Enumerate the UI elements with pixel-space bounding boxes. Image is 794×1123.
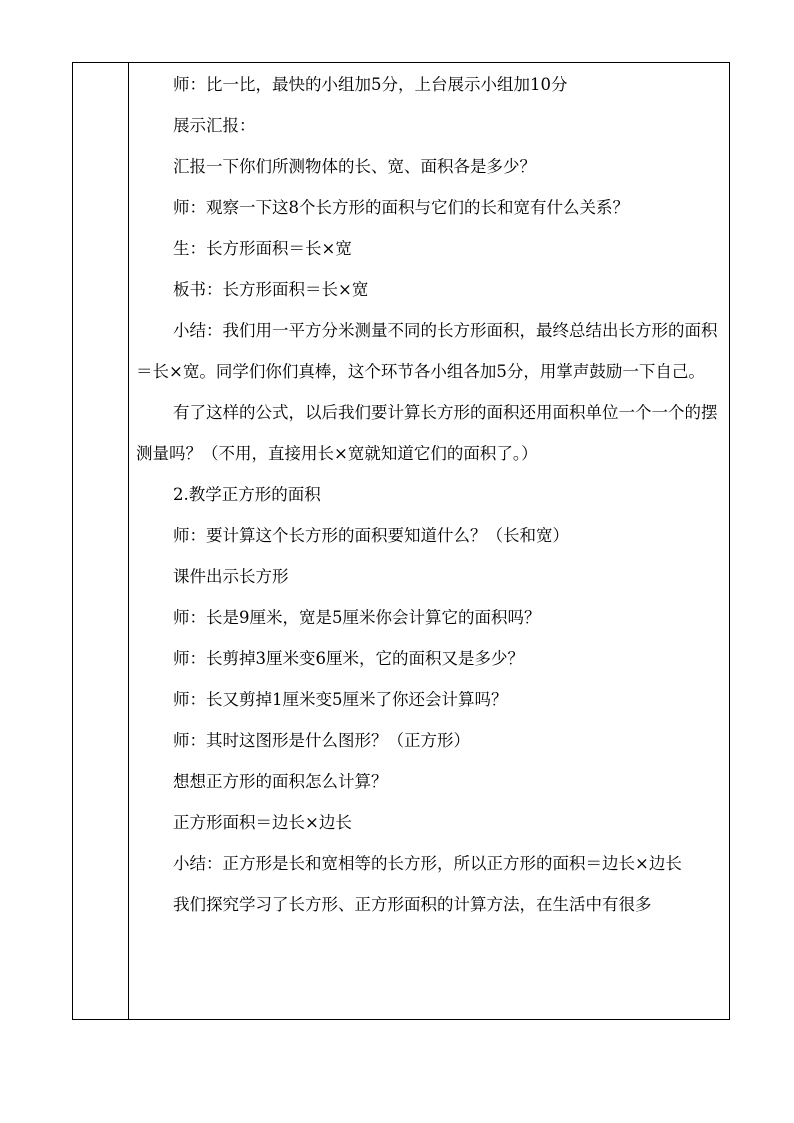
paragraph-area-question-2: 师：长剪掉3厘米变6厘米，它的面积又是多少？ <box>173 649 524 668</box>
paragraph-student-answer: 生：长方形面积＝长×宽 <box>173 239 352 258</box>
paragraph-rectangle-summary: 小结：我们用一平方分米测量不同的长方形面积，最终总结出长方形的面积＝长×宽。同学们你们真棒，这个环节各小组各加5分，用掌声鼓励一下自己。 <box>136 321 718 381</box>
paragraph-report-heading: 展示汇报： <box>173 116 256 135</box>
paragraph-report-question: 汇报一下你们所测物体的长、宽、面积各是多少？ <box>173 157 536 176</box>
paragraph-board-writing: 板书：长方形面积＝长×宽 <box>173 280 369 299</box>
paragraph-observe-question: 师：观察一下这8个长方形的面积与它们的长和宽有什么关系？ <box>173 198 629 217</box>
paragraph-square-summary: 小结：正方形是长和宽相等的长方形，所以正方形的面积＝边长×边长 <box>173 854 682 873</box>
paragraph-area-question-1: 师：长是9厘米，宽是5厘米你会计算它的面积吗？ <box>173 608 541 627</box>
paragraph-area-question-3: 师：长又剪掉1厘米变5厘米了你还会计算吗？ <box>173 690 508 709</box>
left-empty-cell <box>73 63 128 1019</box>
paragraph-score-rule: 师：比一比，最快的小组加5分，上台展示小组加10分 <box>173 75 568 94</box>
section-heading-square-area: 2.教学正方形的面积 <box>173 485 321 504</box>
paragraph-formula-question: 有了这样的公式，以后我们要计算长方形的面积还用面积单位一个一个的摆测量吗？（不用，直接用长×宽就知道它们的面积了。） <box>136 403 718 463</box>
paragraph-shape-question: 师：其时这图形是什么图形？（正方形） <box>173 731 470 750</box>
paragraph-courseware-rectangle: 课件出示长方形 <box>173 567 289 586</box>
paragraph-closing: 我们探究学习了长方形、正方形面积的计算方法，在生活中有很多 <box>173 895 652 914</box>
column-divider <box>128 62 129 1020</box>
paragraph-think-square: 想想正方形的面积怎么计算？ <box>173 772 388 791</box>
lesson-content-cell <box>136 64 724 1016</box>
paragraph-length-width-question: 师：要计算这个长方形的面积要知道什么？（长和宽） <box>173 526 569 545</box>
paragraph-square-formula: 正方形面积＝边长×边长 <box>173 813 352 832</box>
